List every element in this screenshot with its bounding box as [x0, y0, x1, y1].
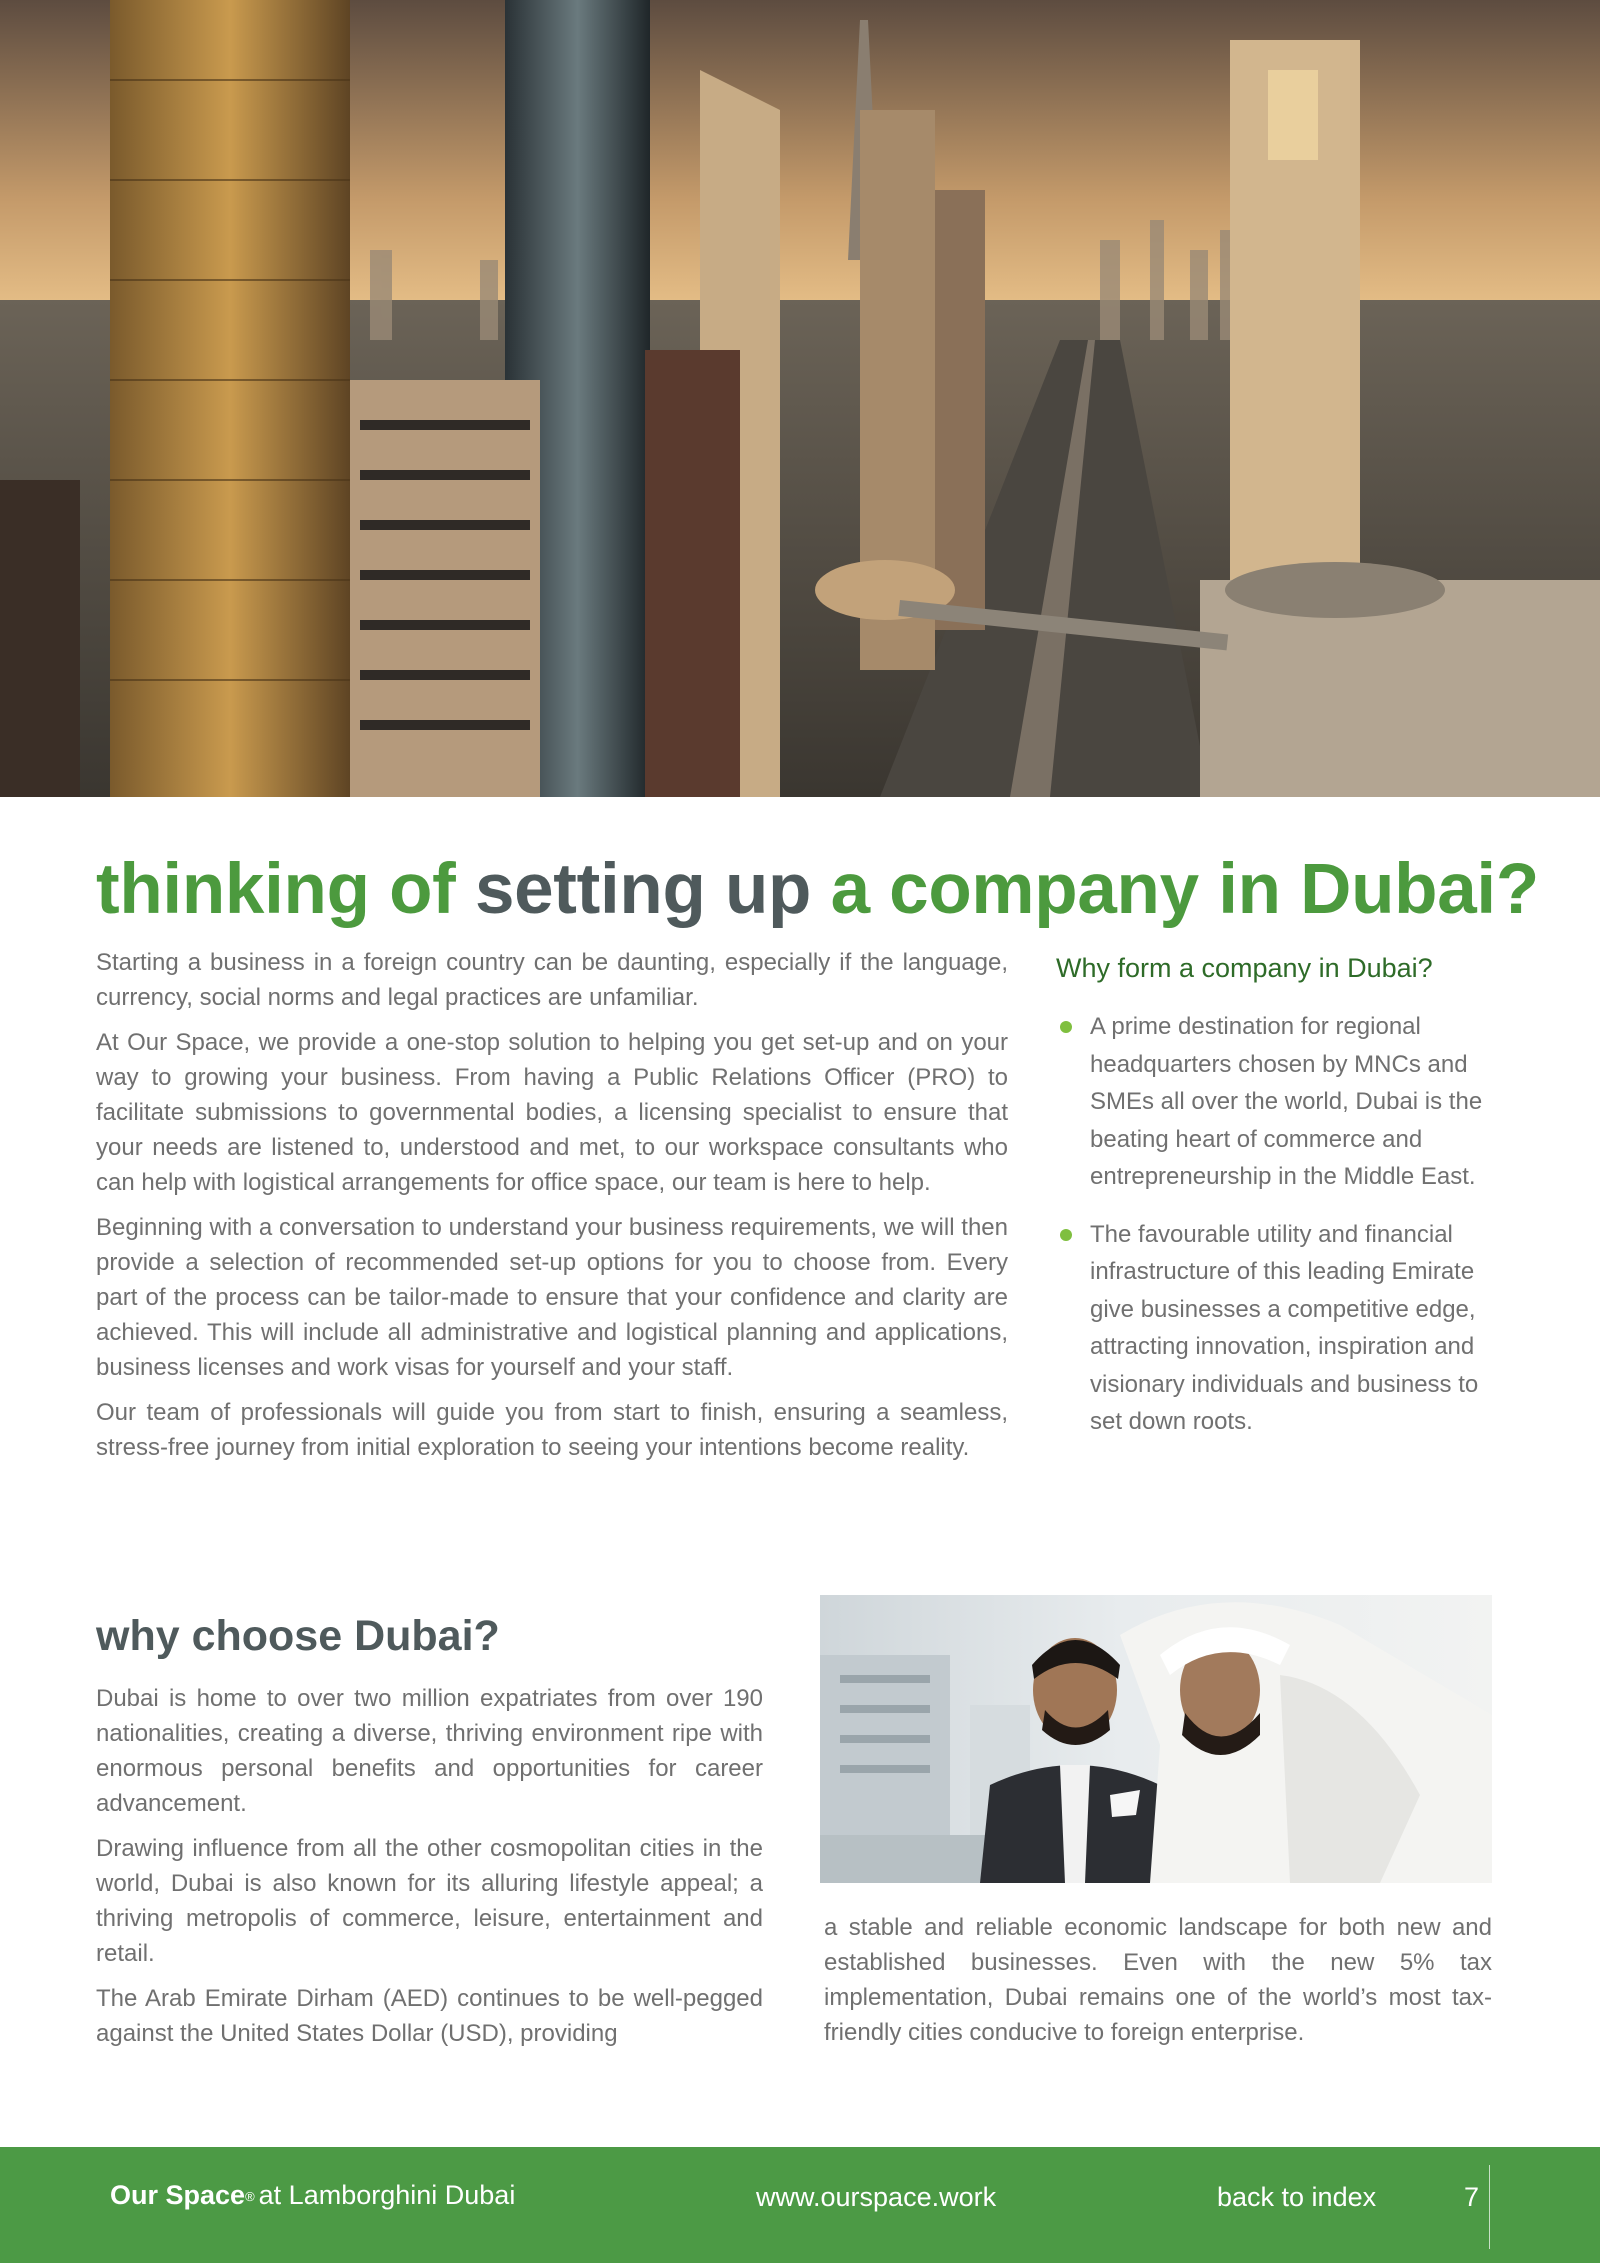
page-footer	[0, 2147, 1600, 2263]
why-continuation-paragraph: a stable and reliable economic landscape for both new and established businesses. Even with the new 5% tax implementation, Dubai remains one of the world’s most tax-friendly cities conducive to foreign enterprise.	[824, 1914, 1492, 2046]
headline-emphasis: setting up	[474, 850, 812, 929]
headline-part-3: a company in Dubai?	[811, 850, 1539, 929]
footer-brand	[110, 2177, 515, 2213]
footer-divider	[1489, 2165, 1490, 2249]
intro-paragraph: At Our Space, we provide a one-stop solution to helping you get set-up and on your way to growing your business. From having a Public Relations Officer (PRO) to facilitate submissions to governmental bodies, a licensing specialist to ensure that your needs are listened to, understood and met, to our workspace consultants who can help with logistical arrangements for office space, our team is here to help.	[96, 1029, 1008, 1196]
why-paragraph: Dubai is home to over two million expatriates from over 190 nationalities, creating a diverse, thriving environment ripe with enormous personal benefits and opportunities for career advancement.	[96, 1685, 763, 1817]
why-choose-continuation	[824, 1910, 1492, 2060]
page-number: 7	[1464, 2182, 1480, 2212]
bullet-dot-icon	[1060, 1229, 1072, 1241]
sidebar-bullet-list	[1056, 1008, 1504, 1441]
sidebar-bullet	[1056, 1008, 1504, 1196]
sidebar-bullet-text: The favourable utility and financial infrastructure of this leading Emirate give businesses a competitive edge, attracting innovation, inspiration and visionary individuals and business to set down roots.	[1090, 1220, 1479, 1435]
why-choose-title: why choose Dubai?	[96, 1612, 500, 1660]
back-to-index-link[interactable]: back to index	[1217, 2182, 1377, 2212]
why-choose-section	[96, 1681, 763, 2061]
intro-section	[96, 945, 1008, 1475]
headline-part-1: thinking of	[96, 850, 475, 929]
why-paragraph: The Arab Emirate Dirham (AED) continues to be well-pegged against the United States Dollar (USD), providing	[96, 1985, 763, 2047]
hero-image-dubai-skyline	[0, 0, 1600, 797]
brand-name: Our Space	[110, 2180, 246, 2210]
why-form-sidebar	[1056, 950, 1504, 1461]
intro-paragraph: Starting a business in a foreign country can be daunting, especially if the language, currency, social norms and legal practices are unfamiliar.	[96, 949, 1008, 1011]
page-headline	[96, 848, 1539, 932]
business-people-illustration	[820, 1595, 1492, 1883]
registered-mark: ®	[245, 2189, 255, 2204]
sidebar-title: Why form a company in Dubai?	[1056, 953, 1433, 983]
brand-location: at Lamborghini Dubai	[258, 2180, 516, 2210]
intro-paragraph: Beginning with a conversation to understand your business requirements, we will then provide a selection of recommended set-up options for you to choose from. Every part of the process can be tailor-made to ensure that your confidence and clarity are achieved. This will include all administrative and logistical planning and applications, business licenses and work visas for yourself and your staff.	[96, 1214, 1008, 1381]
why-paragraph: Drawing influence from all the other cosmopolitan cities in the world, Dubai is also known for its alluring lifestyle appeal; a thriving metropolis of commerce, leisure, entertainment and retail.	[96, 1835, 763, 1967]
sidebar-bullet-text: A prime destination for regional headquarters chosen by MNCs and SMEs all over the world, Dubai is the beating heart of commerce and entrepreneurship in the Middle East.	[1090, 1013, 1483, 1190]
website-link[interactable]: www.ourspace.work	[756, 2182, 997, 2212]
intro-paragraph: Our team of professionals will guide you from start to finish, ensuring a seamless, stress-free journey from initial exploration to seeing your intentions become reality.	[96, 1399, 1008, 1461]
business-people-photo	[820, 1595, 1492, 1883]
skyline-illustration	[0, 0, 1600, 797]
sidebar-bullet	[1056, 1216, 1504, 1441]
bullet-dot-icon	[1060, 1021, 1072, 1033]
